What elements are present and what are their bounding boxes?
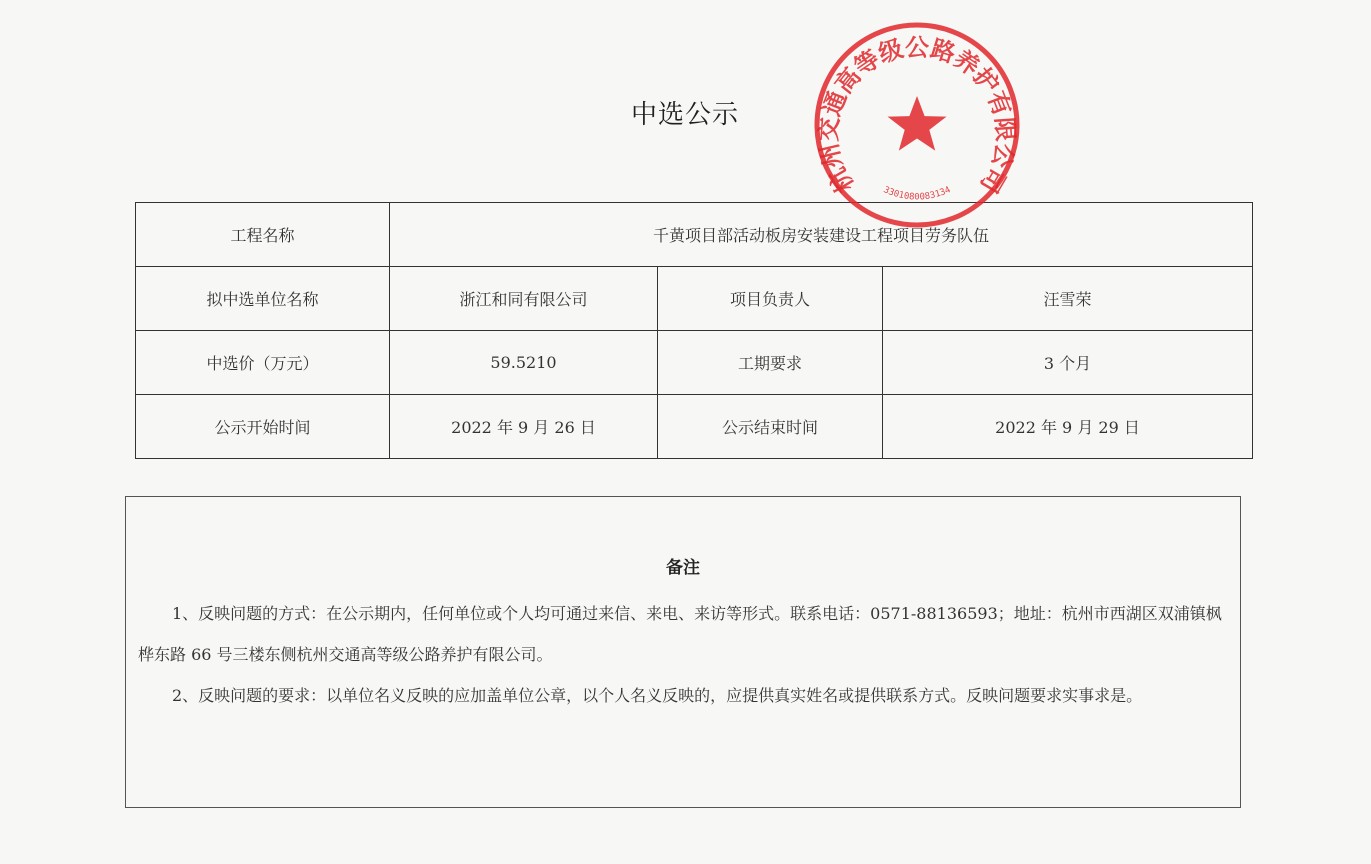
winner-label: 拟中选单位名称 [136,267,390,331]
table-row-project [136,203,1253,267]
notes-body [138,593,1232,716]
seal-code-icon: 3301080083134 [881,185,953,203]
notes-box [125,496,1241,808]
seal-graphic [812,20,1022,230]
winner-value: 浙江和同有限公司 [390,267,658,331]
seal-name-icon: 杭州交通高等级公路养护有限公司 [814,33,1020,198]
note-item-2: 2、反映问题的要求：以单位名义反映的应加盖单位公章，以个人名义反映的，应提供真实姓名或提供联系方式。反映问题要求实事求是。 [172,686,1143,705]
table-row-price [136,331,1253,395]
note-item-1: 1、反映问题的方式：在公示期内，任何单位或个人均可通过来信、来电、来访等形式。联系电话：0571-88136593；地址：杭州市西湖区双浦镇枫桦东路 66 号三楼东侧杭州交通高等级公路养护有限公司。 [138,604,1222,664]
end-label: 公示结束时间 [658,395,883,459]
notes-heading: 备注 [666,558,700,578]
table-row-dates [136,395,1253,459]
price-value: 59.5210 [390,331,658,395]
manager-label: 项目负责人 [658,267,883,331]
project-name-value: 千黄项目部活动板房安装建设工程项目劳务队伍 [390,203,1253,267]
price-label: 中选价（万元） [136,331,390,395]
info-table [135,202,1253,459]
table-row-winner [136,267,1253,331]
start-value: 2022 年 9 月 26 日 [390,395,658,459]
star-icon [888,96,947,151]
project-name-label: 工程名称 [136,203,390,267]
company-seal [812,20,1022,230]
start-label: 公示开始时间 [136,395,390,459]
page-title: 中选公示 [630,100,739,130]
duration-label: 工期要求 [658,331,883,395]
end-value: 2022 年 9 月 29 日 [883,395,1253,459]
duration-value: 3 个月 [883,331,1253,395]
manager-value: 汪雪荣 [883,267,1253,331]
